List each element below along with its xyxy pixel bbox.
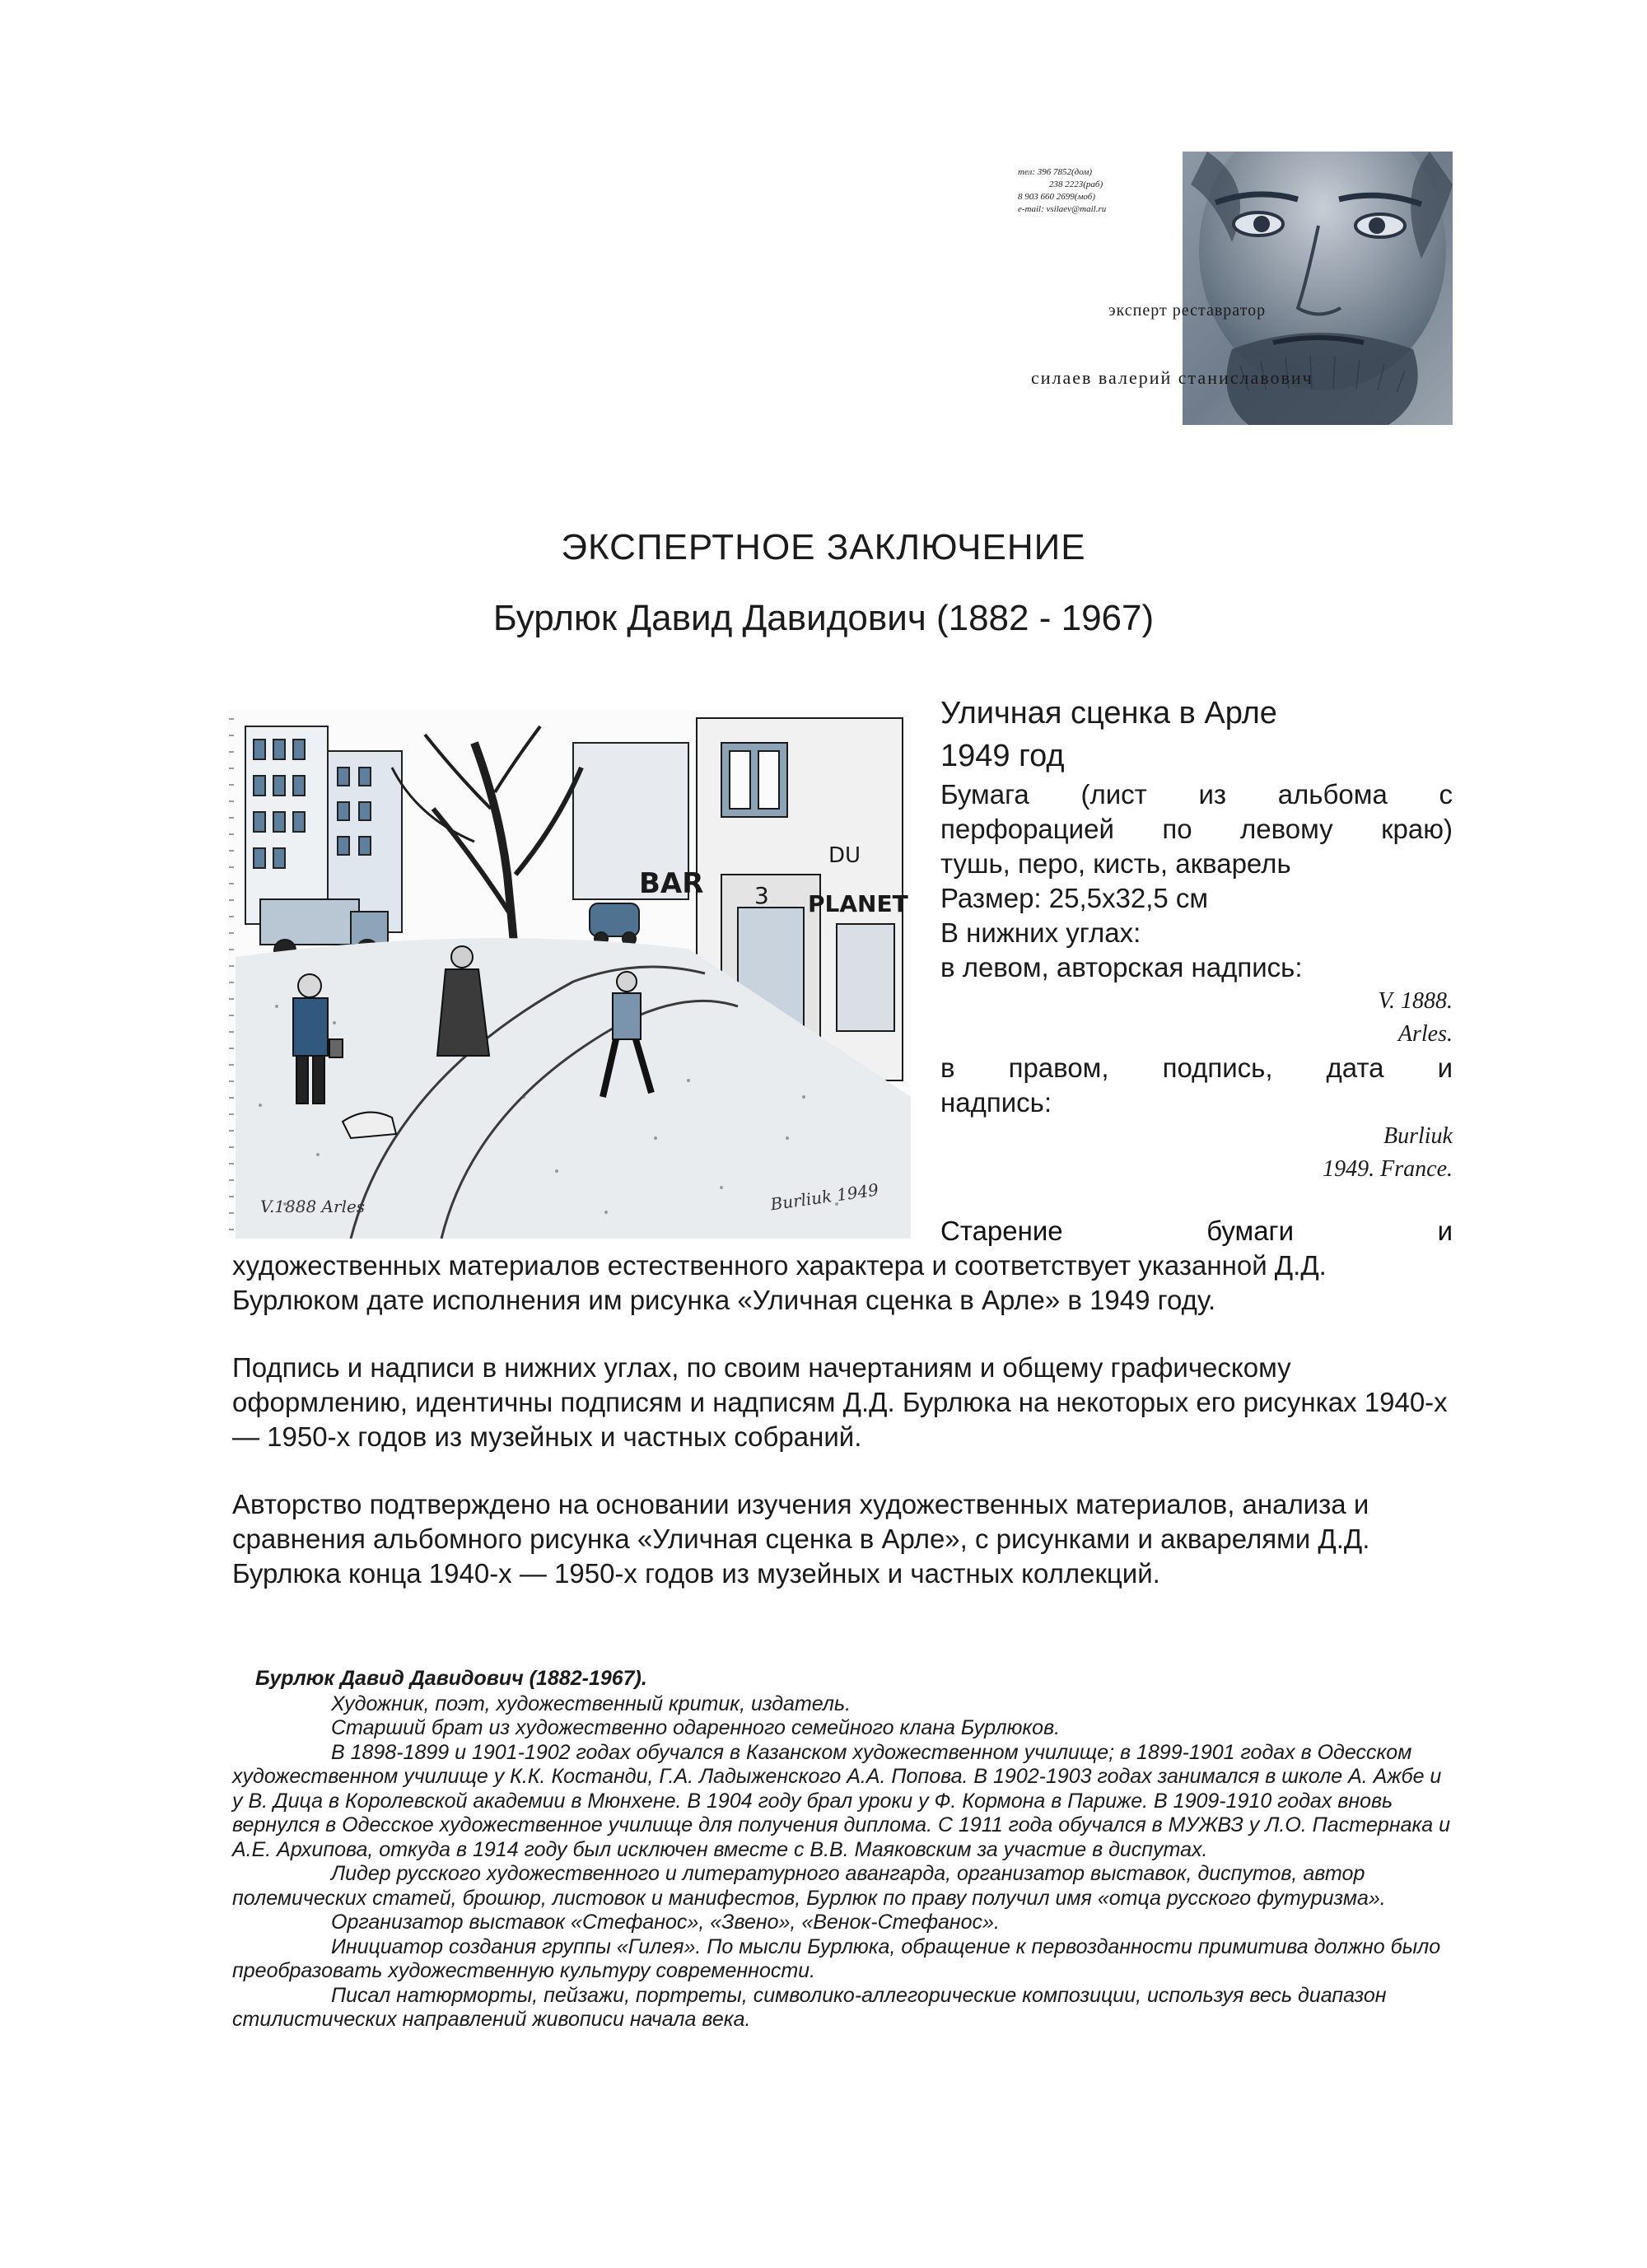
left-inscription-line-1: V. 1888. — [1378, 988, 1453, 1014]
sign-du: DU — [828, 843, 861, 868]
artwork-medium-line-1: Бумага (лист из альбома с — [940, 779, 1453, 810]
aging-paragraph-lead: Старение бумаги и — [940, 1216, 1453, 1246]
street-scene-drawing — [227, 710, 911, 1239]
artwork-medium-line-2: перфорацией по левому краю) — [940, 814, 1453, 844]
biography-paragraph: Писал натюрморты, пейзажи, портреты, символико-аллегорические композиции, используя весь диапазон стилистических направлений живописи начала века. — [232, 1983, 1387, 2031]
contact-phone-mobile: 8 903 660 2699(моб) — [1018, 192, 1095, 202]
artwork-image — [227, 710, 911, 1239]
aging-paragraph: художественных материалов естественного характера и соответствует указанной Д.Д. Бурлюком дате исполнения им рисунка «Уличная сценка в Арле» в 1949 году. — [232, 1250, 1327, 1315]
contact-phone-work: 238 2223(раб) — [1049, 180, 1103, 189]
right-corner-label-1: в правом, подпись, дата и — [940, 1052, 1453, 1083]
sign-number: 3 — [754, 882, 769, 909]
artwork-medium-line-3: тушь, перо, кисть, акварель — [940, 848, 1291, 879]
signatures-paragraph: Подпись и надписи в нижних углах, по своим начертаниям и общему графическому оформлению, идентичны подписям и надписям Д.Д. Бурлюка на некоторых его рисунках 1940-х — 1950-х годов из музейных и частных собраний. — [232, 1352, 1448, 1452]
corners-label: В нижних углах: — [940, 917, 1141, 948]
expert-title: эксперт реставратор — [1108, 301, 1267, 320]
right-inscription-line-1: Burliuk — [1383, 1123, 1453, 1149]
left-corner-label: в левом, авторская надпись: — [940, 952, 1303, 982]
biography-paragraph: Художник, поэт, художественный критик, издатель. — [331, 1692, 851, 1715]
artist-heading: Бурлюк Давид Давидович (1882 - 1967) — [492, 598, 1155, 638]
contact-email: e-mail: vsilaev@mail.ru — [1018, 204, 1107, 214]
artwork-year: 1949 год — [940, 739, 1065, 773]
document-title: ЭКСПЕРТНОЕ ЗАКЛЮЧЕНИЕ — [561, 527, 1086, 567]
biography-paragraph: Инициатор создания группы «Гилея». По мысли Бурлюка, обращение к первозданности примитива должно было преобразовать художественную культуру современности. — [232, 1934, 1441, 1982]
biography-paragraph: Лидер русского художественного и литературного авангарда, организатор выставок, диспутов, автор полемических статей, брошюр, листовок и манифестов, Бурлюк по праву получил имя «отца русского футуризма». — [232, 1862, 1386, 1910]
artwork-info — [940, 692, 1453, 1186]
biography-paragraph: Организатор выставок «Стефанос», «Звено», «Венок-Стефанос». — [331, 1911, 1000, 1934]
sign-planet: PLANET — [808, 890, 908, 917]
right-corner-scribble: Burliuk 1949 — [769, 1179, 880, 1215]
contact-block — [1018, 166, 1183, 216]
contact-phone-home: тел: 396 7852(дом) — [1018, 167, 1093, 177]
left-corner-scribble: V.1888 Arles — [260, 1197, 366, 1216]
artwork-size: Размер: 25,5х32,5 см — [940, 883, 1209, 913]
biography-paragraph: Старший брат из художественно одаренного семейного клана Бурлюков. — [331, 1716, 1061, 1739]
biography-paragraph: В 1898-1899 и 1901-1902 годах обучался в Казанском художественном училище; в 1899-1901 годах в Одесском художественном училище у К.К. Костанди, Г.А. Ладыженского А.А. Попова. В 1902-1903 годах занимался в школе А. Ажбе и у В. Дица в Королевской академии в Мюнхене. В 1904 году брал уроки у Ф. Кормона в Париже. В 1909-1910 годах вновь вернулся в Одесское художественное училище для получения диплома. С 1911 года обучался в МУЖВЗ у Л.О. Пастернака и А.Е. Архипова, откуда в 1914 году был исключен вместе с В.В. Маяковским за участие в диспутах. — [232, 1740, 1451, 1861]
right-corner-label-2: надпись: — [940, 1087, 1052, 1118]
right-inscription-line-2: 1949. France. — [1323, 1156, 1453, 1182]
sign-bar: BAR — [639, 867, 704, 900]
artwork-name: Уличная сценка в Арле — [940, 696, 1277, 730]
expert-name: силаев валерий станиславович — [1031, 367, 1313, 388]
left-inscription-line-2: Arles. — [1397, 1021, 1453, 1047]
biography — [232, 1667, 1456, 2032]
biography-heading: Бурлюк Давид Давидович (1882-1967). — [255, 1667, 647, 1690]
authorship-paragraph: Авторство подтверждено на основании изучения художественных материалов, анализа и сравнения альбомного рисунка «Уличная сценка в Арле», с рисунками и акварелями Д.Д. Бурлюка конца 1940-х — 1950-х годов из музейных и частных коллекций. — [232, 1489, 1370, 1589]
